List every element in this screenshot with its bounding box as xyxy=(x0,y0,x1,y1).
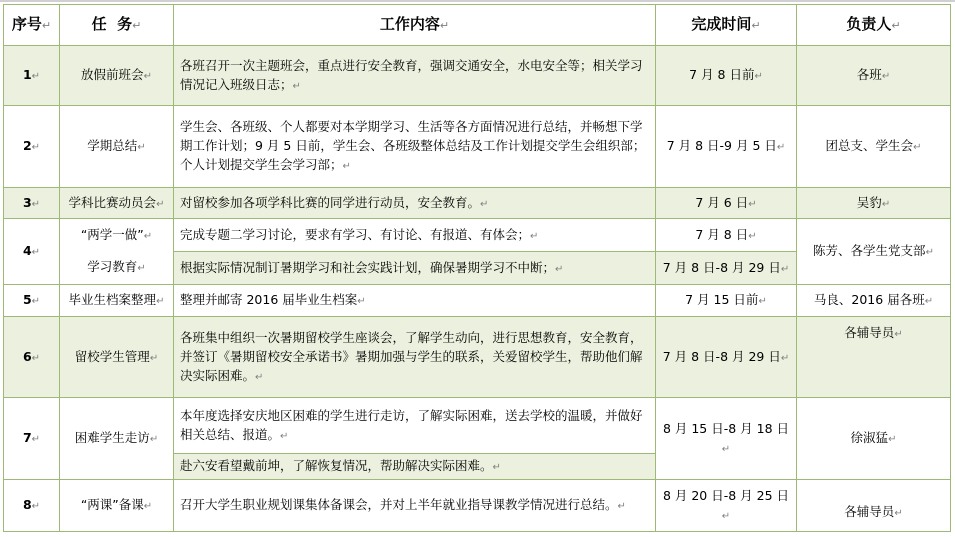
row-time-text: 7 月 8 日 xyxy=(695,226,749,242)
row-task xyxy=(60,398,174,480)
paragraph-mark: ↵ xyxy=(143,501,153,512)
row-no-text: 2 xyxy=(22,138,32,153)
paragraph-mark: ↵ xyxy=(530,230,539,242)
paragraph-mark: ↵ xyxy=(132,19,142,32)
row-task xyxy=(60,46,174,106)
row-content-text: 各班召开一次主题班会，重点进行安全教育，强调交通安全，水电安全等；相关学习情况记入班级日志； xyxy=(180,57,643,92)
row-owner xyxy=(797,317,951,398)
paragraph-mark: ↵ xyxy=(924,296,934,307)
paragraph-mark: ↵ xyxy=(137,262,146,274)
paragraph-mark: ↵ xyxy=(156,296,165,307)
row-task-text: “两课”备课 xyxy=(80,497,144,512)
paragraph-mark: ↵ xyxy=(881,71,891,82)
header-owner xyxy=(797,5,951,46)
row-task-text: 困难学生走访 xyxy=(74,430,150,445)
table-row xyxy=(4,188,951,219)
row-time-text: 8 月 15 日-8 月 18 日 xyxy=(662,420,790,436)
row-no-text: 6 xyxy=(22,348,32,364)
header-no-label: 序号 xyxy=(11,15,42,33)
header-task-label: 任 务 xyxy=(91,15,133,33)
row-no-text: 1 xyxy=(22,67,32,82)
page-top-border xyxy=(0,0,955,2)
paragraph-mark: ↵ xyxy=(894,329,903,340)
header-content-label: 工作内容 xyxy=(379,15,440,33)
paragraph-mark: ↵ xyxy=(894,508,903,519)
row-time-text: 8 月 20 日-8 月 25 日 xyxy=(662,487,790,503)
table-row xyxy=(4,398,951,454)
paragraph-mark: ↵ xyxy=(780,263,790,275)
row-owner-text: 团总支、学生会 xyxy=(825,138,914,153)
header-content xyxy=(174,5,656,46)
header-time-label: 完成时间 xyxy=(691,15,752,33)
row-no-text: 5 xyxy=(22,292,32,307)
paragraph-mark: ↵ xyxy=(143,230,153,242)
row-time xyxy=(656,398,797,480)
row-no-text: 4 xyxy=(22,243,32,258)
row-content xyxy=(174,252,656,285)
row-content-text: 对留校参加各项学科比赛的同学进行动员，安全教育。 xyxy=(180,194,481,210)
row-no-text: 7 xyxy=(22,430,32,445)
row-owner-text: 陈芳、各学生党支部 xyxy=(813,243,926,258)
row-no xyxy=(4,106,60,188)
paragraph-mark: ↵ xyxy=(31,296,41,307)
row-content xyxy=(174,106,656,188)
paragraph-mark: ↵ xyxy=(748,198,757,210)
row-time xyxy=(656,317,797,398)
paragraph-mark: ↵ xyxy=(754,71,763,82)
row-content-text: 各班集中组织一次暑期留校学生座谈会，了解学生动向，进行思想教育，安全教育，并签订《暑期留校安全承诺书》暑期加强与学生的联系，关爱留校学生，帮助他们解决实际困难。 xyxy=(180,329,643,383)
paragraph-mark: ↵ xyxy=(748,230,757,242)
row-content xyxy=(174,46,656,106)
row-time xyxy=(656,106,797,188)
row-no xyxy=(4,219,60,285)
row-task xyxy=(60,219,174,285)
paragraph-mark: ↵ xyxy=(357,296,366,307)
header-owner-label: 负责人 xyxy=(846,15,892,33)
table-row xyxy=(4,219,951,252)
row-no xyxy=(4,317,60,398)
row-task xyxy=(60,188,174,219)
row-content-text: 本年度选择安庆地区困难的学生进行走访，了解实际困难，送去学校的温暖，并做好相关总结、报道。 xyxy=(180,407,643,442)
row-content-text: 赴六安看望戴前坤，了解恢复情况，帮助解决实际困难。 xyxy=(180,458,493,473)
row-time-text: 7 月 8 日-8 月 29 日 xyxy=(662,259,781,275)
row-time xyxy=(656,188,797,219)
row-task-text: 放假前班会 xyxy=(81,67,144,82)
row-content xyxy=(174,317,656,398)
row-owner xyxy=(797,106,951,188)
row-owner xyxy=(797,285,951,317)
paragraph-mark: ↵ xyxy=(31,434,41,445)
table-row xyxy=(4,46,951,106)
row-owner xyxy=(797,219,951,285)
row-owner-text: 各辅导员 xyxy=(844,325,895,340)
paragraph-mark: ↵ xyxy=(751,19,761,32)
row-time xyxy=(656,219,797,252)
row-task xyxy=(60,106,174,188)
row-time xyxy=(656,252,797,285)
row-owner-text: 马良、2016 届各班 xyxy=(813,292,925,307)
paragraph-mark: ↵ xyxy=(31,198,41,210)
row-task xyxy=(60,317,174,398)
row-no xyxy=(4,285,60,317)
table-row xyxy=(4,285,951,317)
paragraph-mark: ↵ xyxy=(721,443,731,455)
paragraph-mark: ↵ xyxy=(31,142,41,153)
row-no xyxy=(4,480,60,532)
paragraph-mark: ↵ xyxy=(143,71,152,82)
paragraph-mark: ↵ xyxy=(439,19,450,32)
row-content-text: 学生会、各班级、个人都要对本学期学习、生活等各方面情况进行总结，并畅想下学期工作计划；9 月 5 日前，学生会、各班级整体总结及工作计划提交学生会组织部；个人计划提交学生会学习部； xyxy=(180,119,646,172)
table-row xyxy=(4,106,951,188)
row-no-text: 8 xyxy=(22,497,32,512)
header-no xyxy=(4,5,60,46)
paragraph-mark: ↵ xyxy=(492,462,501,473)
row-time-text: 7 月 8 日-9 月 5 日 xyxy=(666,138,777,153)
table-row xyxy=(4,317,951,398)
header-task xyxy=(60,5,174,46)
row-task-text: 留校学生管理 xyxy=(74,348,150,364)
row-time xyxy=(656,46,797,106)
row-time xyxy=(656,480,797,532)
row-content xyxy=(174,219,656,252)
paragraph-mark: ↵ xyxy=(292,80,301,92)
paragraph-mark: ↵ xyxy=(617,501,626,512)
paragraph-mark: ↵ xyxy=(137,142,146,153)
row-task-text: 毕业生档案整理 xyxy=(68,292,157,307)
paragraph-mark: ↵ xyxy=(342,161,351,172)
row-owner xyxy=(797,398,951,480)
row-owner xyxy=(797,188,951,219)
row-content-text: 召开大学生职业规划课集体备课会，并对上半年就业指导课教学情况进行总结。 xyxy=(180,497,618,512)
row-owner-text: 各班 xyxy=(856,67,882,82)
paragraph-mark: ↵ xyxy=(31,352,41,364)
paragraph-mark: ↵ xyxy=(41,19,52,32)
row-task-text: 学期总结 xyxy=(87,138,138,153)
row-task-text: 学习教育 xyxy=(87,258,138,274)
row-owner-text: 吴豹 xyxy=(856,194,882,210)
paragraph-mark: ↵ xyxy=(31,71,41,82)
paragraph-mark: ↵ xyxy=(31,501,41,512)
row-content xyxy=(174,188,656,219)
paragraph-mark: ↵ xyxy=(891,19,901,32)
paragraph-mark: ↵ xyxy=(758,296,767,307)
row-content xyxy=(174,398,656,454)
row-content-text: 完成专题二学习讨论，要求有学习、有讨论、有报道、有体会； xyxy=(180,226,531,242)
paragraph-mark: ↵ xyxy=(555,263,564,275)
row-task-text: 学科比赛动员会 xyxy=(68,194,157,210)
paragraph-mark: ↵ xyxy=(280,430,289,442)
header-row xyxy=(4,5,951,46)
header-time xyxy=(656,5,797,46)
paragraph-mark: ↵ xyxy=(480,198,489,210)
paragraph-mark: ↵ xyxy=(149,434,159,445)
paragraph-mark: ↵ xyxy=(156,198,165,210)
row-owner-text: 徐淑猛 xyxy=(850,430,889,445)
row-task xyxy=(60,285,174,317)
row-task xyxy=(60,480,174,532)
row-task-text: “两学一做” xyxy=(80,226,144,242)
row-no-text: 3 xyxy=(22,194,32,210)
paragraph-mark: ↵ xyxy=(925,247,934,258)
paragraph-mark: ↵ xyxy=(881,198,891,210)
paragraph-mark: ↵ xyxy=(780,352,790,364)
row-content-text: 整理并邮寄 2016 届毕业生档案 xyxy=(180,292,358,307)
paragraph-mark: ↵ xyxy=(149,352,159,364)
row-no xyxy=(4,398,60,480)
paragraph-mark: ↵ xyxy=(31,247,41,258)
row-content-text: 根据实际情况制订暑期学习和社会实践计划，确保暑期学习不中断； xyxy=(180,259,556,275)
row-time xyxy=(656,285,797,317)
row-content xyxy=(174,454,656,480)
paragraph-mark: ↵ xyxy=(721,510,731,522)
work-plan-table xyxy=(3,4,951,532)
paragraph-mark: ↵ xyxy=(913,142,922,153)
table-row xyxy=(4,480,951,532)
row-owner-text: 各辅导员 xyxy=(844,504,895,519)
row-content xyxy=(174,480,656,532)
row-no xyxy=(4,46,60,106)
paragraph-mark: ↵ xyxy=(888,434,897,445)
row-time-text: 7 月 15 日前 xyxy=(685,292,759,307)
row-no xyxy=(4,188,60,219)
row-content xyxy=(174,285,656,317)
row-time-text: 7 月 8 日前 xyxy=(689,67,755,82)
row-time-text: 7 月 6 日 xyxy=(695,194,749,210)
paragraph-mark: ↵ xyxy=(776,142,786,153)
paragraph-mark: ↵ xyxy=(255,371,264,383)
row-owner xyxy=(797,46,951,106)
row-time-text: 7 月 8 日-8 月 29 日 xyxy=(662,348,781,364)
row-owner xyxy=(797,480,951,532)
